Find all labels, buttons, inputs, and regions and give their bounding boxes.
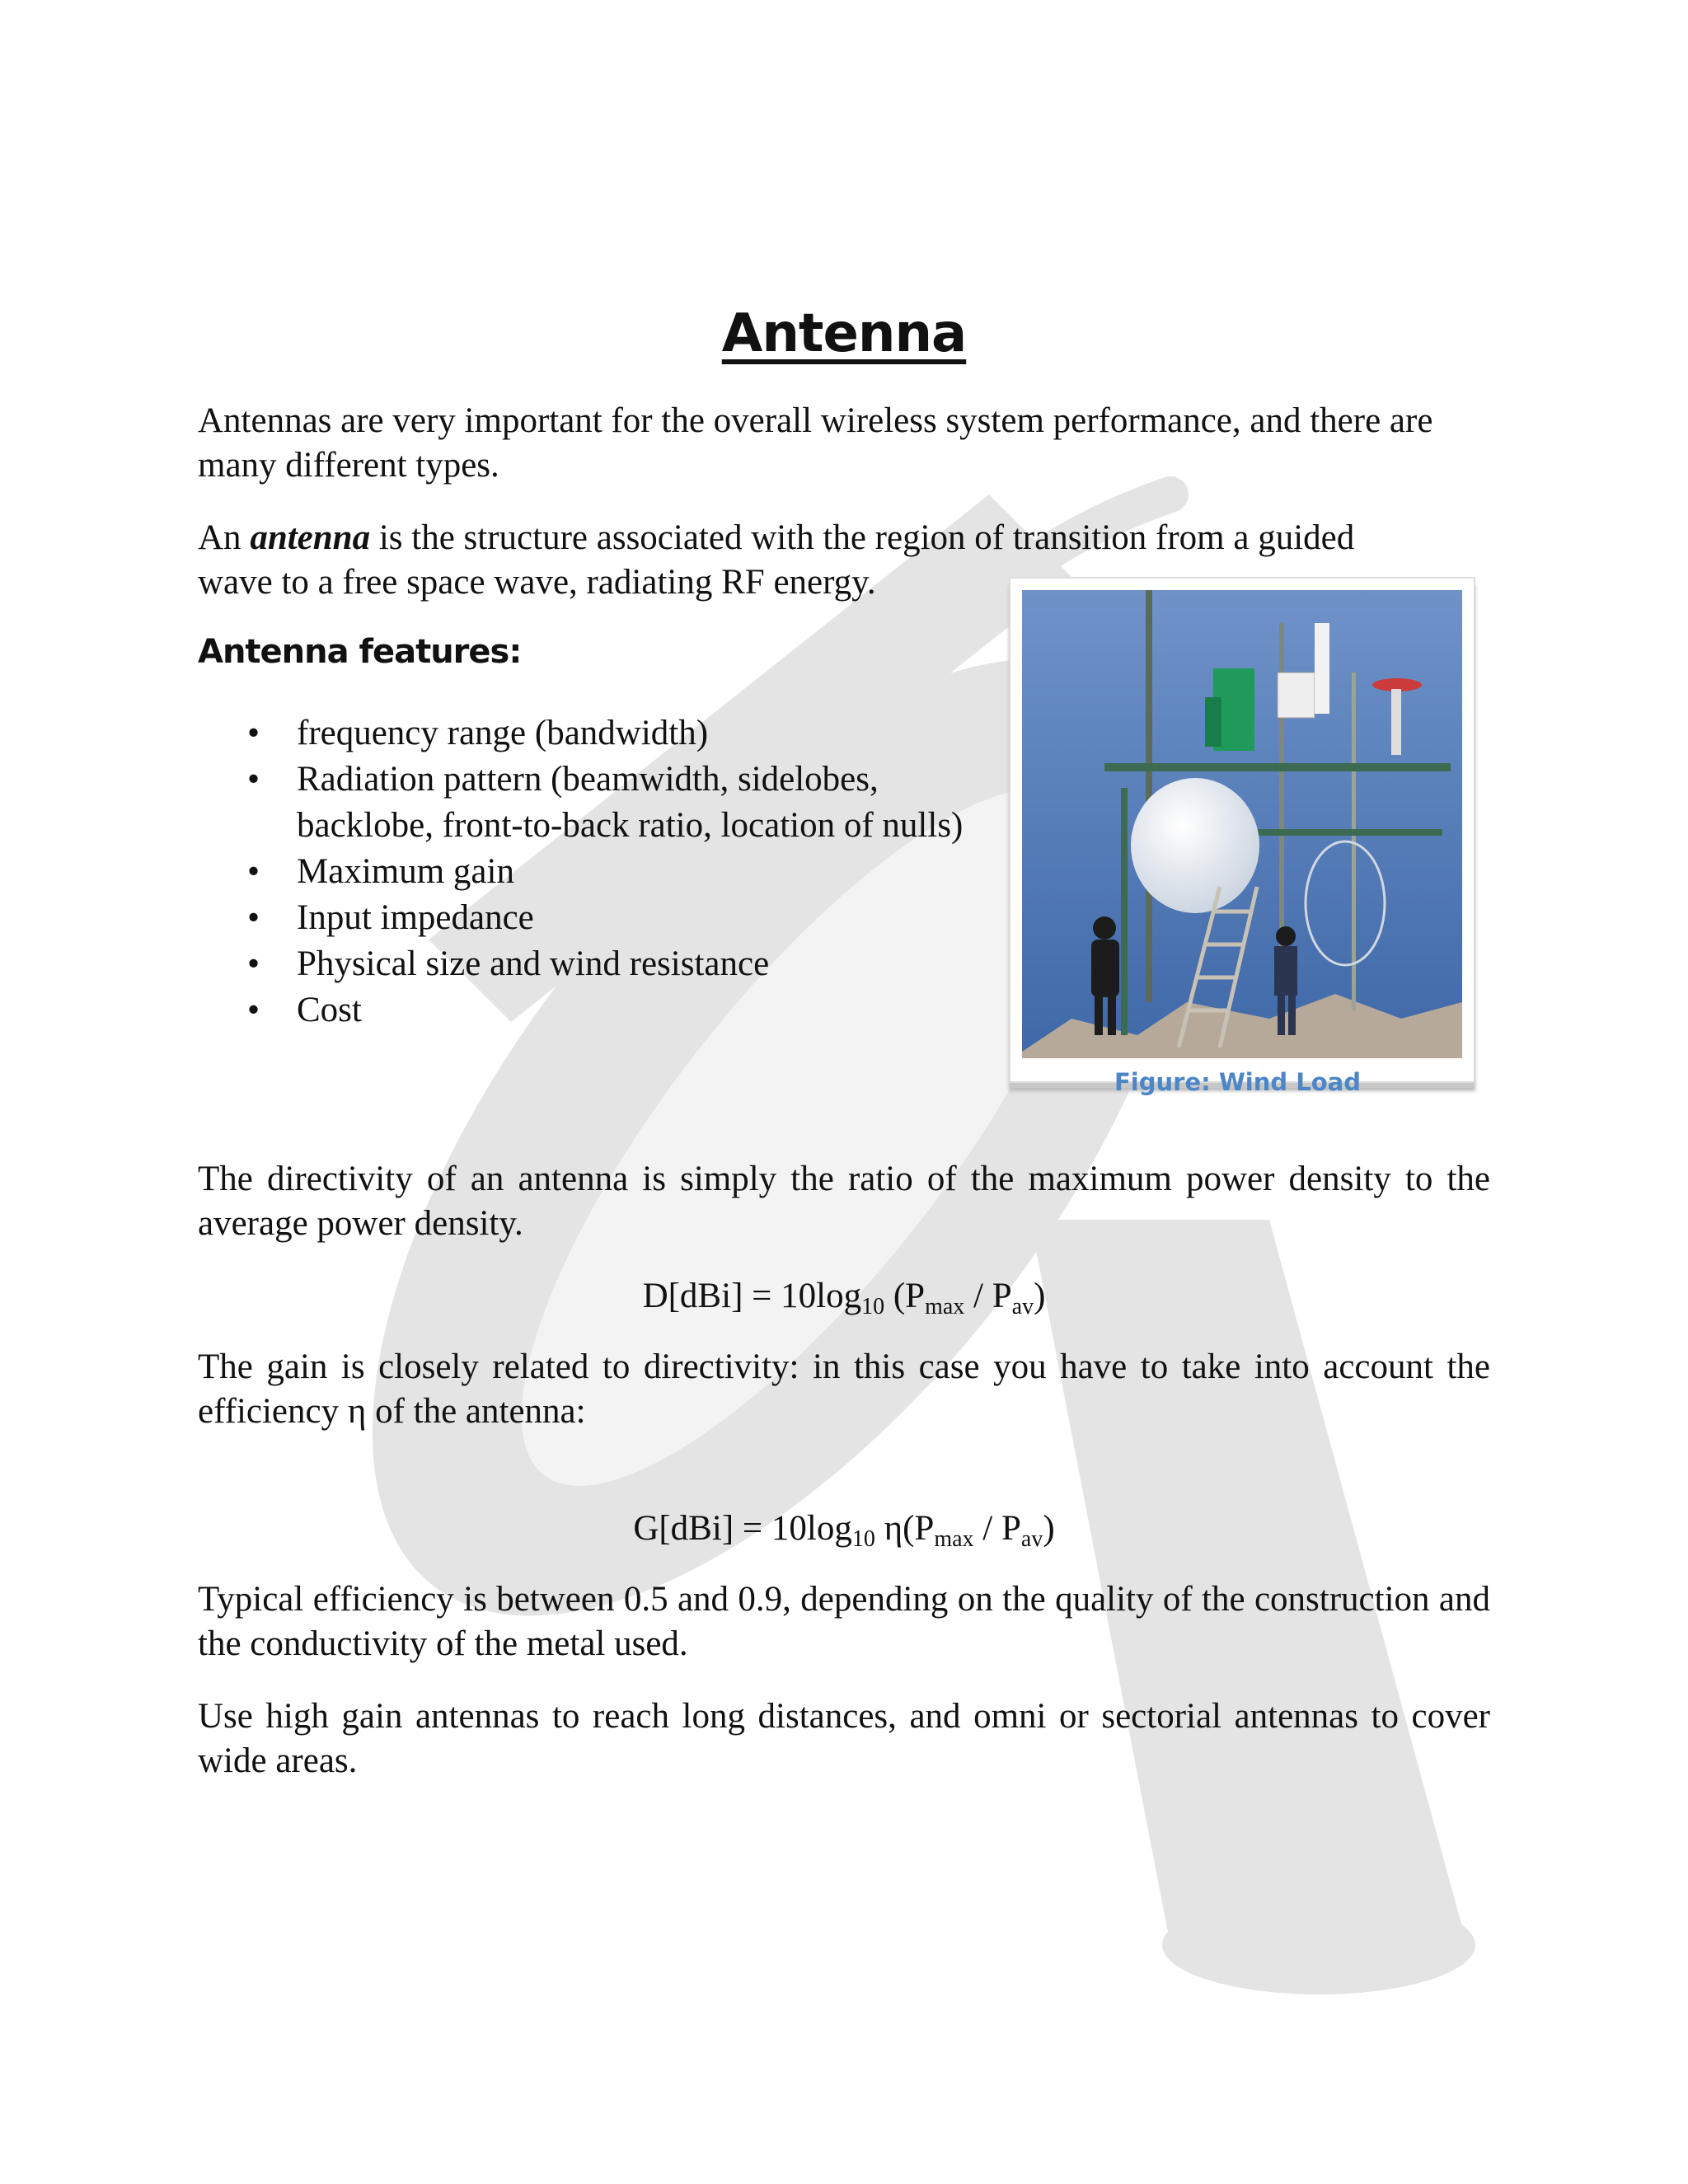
- directivity-paragraph: The directivity of an antenna is simply the ratio of the maximum power density to the average power density.: [198, 1160, 1490, 1243]
- eq1-open: (P: [884, 1277, 926, 1315]
- list-item: • Radiation pattern (beamwidth, sidelobes, backlobe, front-to-back ratio, location of nulls): [198, 757, 973, 849]
- definition-prefix: An: [198, 518, 251, 557]
- eq1-close: ): [1034, 1277, 1046, 1315]
- features-heading: Antenna features:: [198, 633, 522, 671]
- eq2-log-base: 10: [851, 1526, 875, 1552]
- eq1-av-sub: av: [1011, 1294, 1034, 1319]
- eq1-lhs: D[dBi] = 10log: [642, 1277, 862, 1315]
- eq2-close: ): [1043, 1509, 1055, 1548]
- list-item: • Input impedance: [198, 895, 973, 941]
- usage-paragraph: Use high gain antennas to reach long distances, and omni or sectorial antennas to cover wide areas.: [198, 1697, 1490, 1780]
- eq2-lhs: G[dBi] = 10log: [633, 1509, 852, 1548]
- efficiency-paragraph: Typical efficiency is between 0.5 and 0.9, depending on the quality of the construction and the conductivity of the metal used.: [198, 1580, 1490, 1663]
- antenna-tower-photo: [1022, 590, 1462, 1058]
- list-item: • Physical size and wind resistance: [198, 941, 973, 987]
- eq2-av-sub: av: [1020, 1526, 1043, 1552]
- eq1-log-base: 10: [861, 1294, 885, 1319]
- eq1-max-sub: max: [925, 1294, 965, 1319]
- gain-equation: [0, 1507, 1688, 1562]
- intro-paragraph: Antennas are very important for the overall wireless system performance, and there are many different types.: [198, 401, 1433, 485]
- figure-frame: [1009, 577, 1475, 1083]
- directivity-equation: [0, 1274, 1688, 1329]
- list-item: • Maximum gain: [198, 849, 973, 895]
- definition-line-2: wave to a free space wave, radiating RF energy.: [198, 563, 876, 602]
- eq2-open: η(P: [874, 1509, 935, 1548]
- list-item: • Cost: [198, 987, 973, 1033]
- figure-caption: Figure: Wind Load: [1114, 1068, 1361, 1096]
- features-list: [198, 710, 973, 1033]
- eq2-max-sub: max: [934, 1526, 974, 1552]
- eq1-mid: / P: [964, 1277, 1012, 1315]
- definition-line-1-rest: is the structure associated with the region of transition from a guided: [370, 518, 1355, 557]
- definition-term: antenna: [250, 518, 371, 557]
- list-item: • frequency range (bandwidth): [198, 710, 973, 757]
- definition-line-1: [198, 516, 1490, 560]
- gain-paragraph: The gain is closely related to directivity: in this case you have to take into account the efficiency η of the antenna:: [198, 1347, 1490, 1431]
- eq2-mid: / P: [973, 1509, 1021, 1548]
- page-title: Antenna: [721, 303, 967, 364]
